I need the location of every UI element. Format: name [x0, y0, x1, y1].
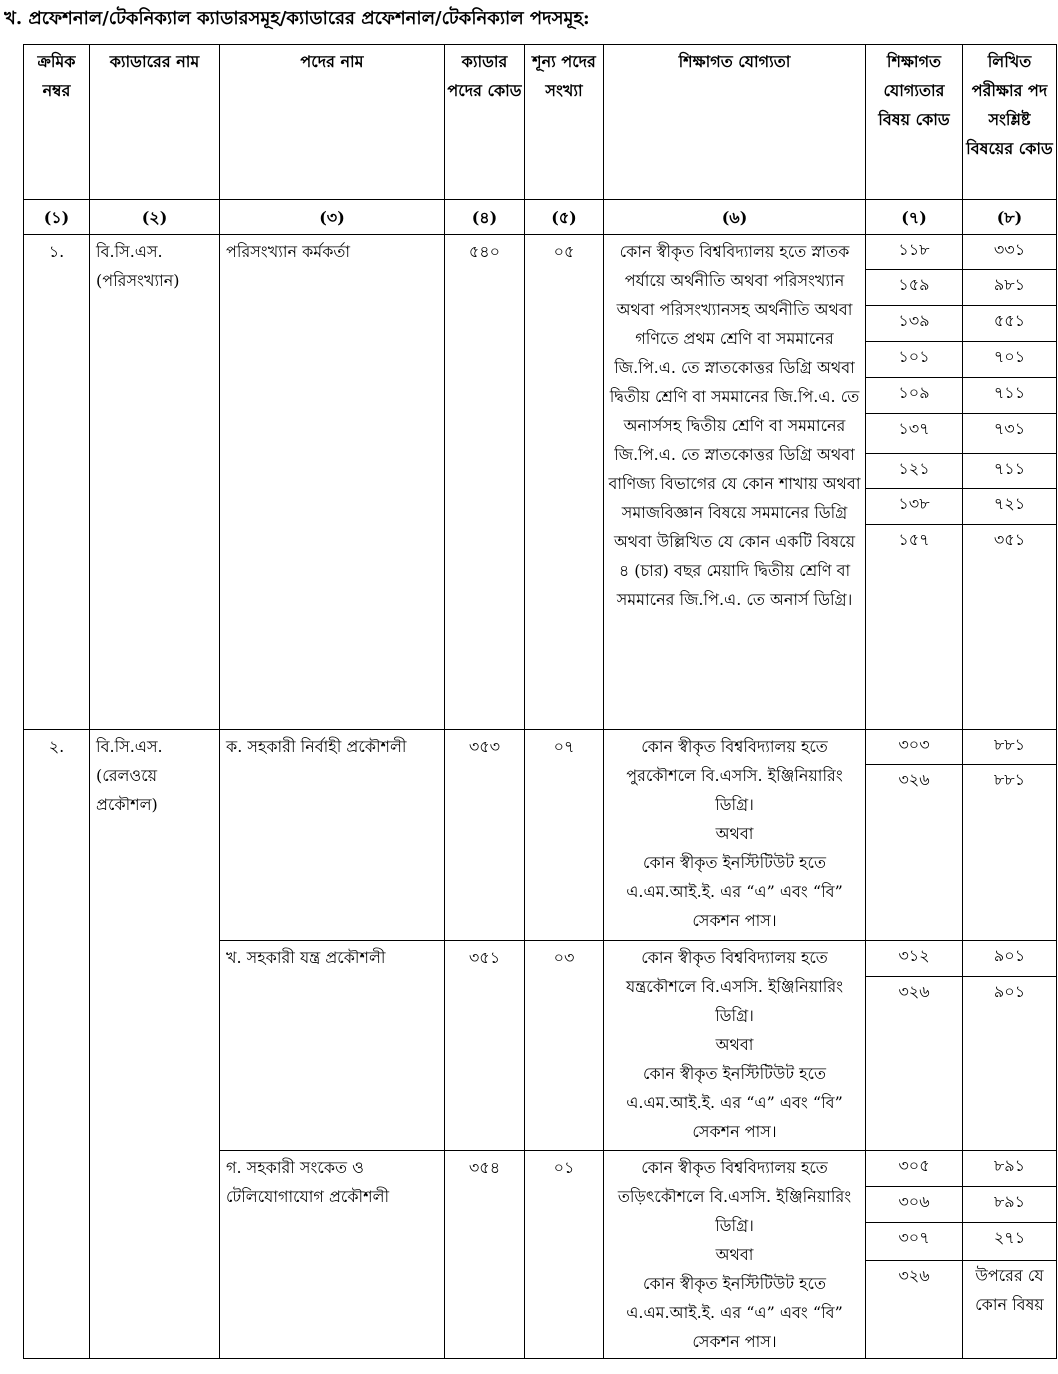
- qualification-text-alt: কোন স্বীকৃত ইনস্টিটিউট হতে এ.এম.আই.ই. এর “এ” এবং “বি” সেকশন পাস।: [626, 852, 843, 930]
- exam-subject-code: ৩৩১: [963, 235, 1057, 270]
- cadre-posts-table: [23, 44, 1057, 1359]
- qualification-cell: [604, 1150, 866, 1358]
- exam-subject-code: ৭১১: [963, 378, 1057, 414]
- exam-subject-code: ৭১১: [963, 454, 1057, 489]
- header-vacancy: শূন্য পদের সংখ্যা: [525, 45, 604, 200]
- header-qualification-subject-code: শিক্ষাগত যোগ্যতার বিষয় কোড: [866, 45, 963, 200]
- qualification-subject-code: ৩০৫: [866, 1150, 963, 1186]
- qualification-text: কোন স্বীকৃত বিশ্ববিদ্যালয় হতে পুরকৌশলে বি.এসসি. ইঞ্জিনিয়ারিং ডিগ্রি।: [626, 736, 843, 814]
- cadre-code-cell: ৩৫৪: [445, 1150, 525, 1358]
- qualification-subject-code: ১১৮: [866, 235, 963, 270]
- column-number: (৮): [963, 200, 1057, 235]
- column-number: (২): [90, 200, 220, 235]
- table-row: [24, 729, 1057, 764]
- vacancy-cell: ০১: [525, 1150, 604, 1358]
- header-row: [24, 45, 1057, 200]
- vacancy-cell: ০৩: [525, 940, 604, 1150]
- or-text: অথবা: [715, 1244, 754, 1264]
- header-post-name: পদের নাম: [220, 45, 445, 200]
- empty-cell: [866, 559, 963, 729]
- post-name-cell: গ. সহকারী সংকেত ও টেলিযোগাযোগ প্রকৌশলী: [220, 1150, 445, 1358]
- qualification-subject-code: ১৫৯: [866, 270, 963, 306]
- qualification-subject-code: ৩২৬: [866, 1260, 963, 1356]
- vacancy-cell: ০৫: [525, 235, 604, 730]
- header-qualification: শিক্ষাগত যোগ্যতা: [604, 45, 866, 200]
- post-name-cell: ক. সহকারী নির্বাহী প্রকৌশলী: [220, 729, 445, 940]
- header-exam-subject-code: লিখিত পরীক্ষার পদ সংশ্লিষ্ট বিষয়ের কোড: [963, 45, 1057, 200]
- cadre-name-cell: বি.সি.এস. (রেলওয়ে প্রকৌশল): [90, 729, 220, 1358]
- qualification-text: কোন স্বীকৃত বিশ্ববিদ্যালয় হতে যন্ত্রকৌশলে বি.এসসি. ইঞ্জিনিয়ারিং ডিগ্রি।: [625, 947, 844, 1025]
- column-number: (৫): [525, 200, 604, 235]
- exam-subject-code: ৮৯১: [963, 1186, 1057, 1222]
- column-number-row: [24, 200, 1057, 235]
- exam-subject-code: ৯০১: [963, 940, 1057, 976]
- exam-subject-code: উপরের যে কোন বিষয়: [963, 1260, 1057, 1356]
- exam-subject-code: ৯০১: [963, 976, 1057, 1150]
- exam-subject-code: ৮৮১: [963, 764, 1057, 940]
- column-number: (৪): [445, 200, 525, 235]
- cadre-code-cell: ৩৫৩: [445, 729, 525, 940]
- qualification-subject-code: ৩২৬: [866, 764, 963, 940]
- exam-subject-code: ৩৫১: [963, 525, 1057, 560]
- column-number: (১): [24, 200, 90, 235]
- vacancy-cell: ০৭: [525, 729, 604, 940]
- empty-cell: [963, 1356, 1057, 1358]
- cadre-code-cell: ৫৪০: [445, 235, 525, 730]
- exam-subject-code: ৫৫১: [963, 306, 1057, 342]
- exam-subject-code: ২৭১: [963, 1222, 1057, 1260]
- qualification-subject-code: ৩০৬: [866, 1186, 963, 1222]
- qualification-subject-code: ৩০৭: [866, 1222, 963, 1260]
- empty-cell: [866, 1356, 963, 1358]
- exam-subject-code: ৭২১: [963, 489, 1057, 525]
- header-cadre-code: ক্যাডার পদের কোড: [445, 45, 525, 200]
- qualification-subject-code: ৩১২: [866, 940, 963, 976]
- header-cadre-name: ক্যাডারের নাম: [90, 45, 220, 200]
- or-text: অথবা: [715, 823, 754, 843]
- or-text: অথবা: [715, 1034, 754, 1054]
- qualification-subject-code: ১০১: [866, 342, 963, 378]
- empty-cell: [963, 559, 1057, 729]
- qualification-subject-code: ১৫৭: [866, 525, 963, 560]
- post-name-cell: পরিসংখ্যান কর্মকর্তা: [220, 235, 445, 730]
- qualification-subject-code: ১০৯: [866, 378, 963, 414]
- qualification-subject-code: ১২১: [866, 454, 963, 489]
- serial-cell: ১.: [24, 235, 90, 730]
- qualification-subject-code: ৩২৬: [866, 976, 963, 1150]
- qualification-text-alt: কোন স্বীকৃত ইনস্টিটিউট হতে এ.এম.আই.ই. এর “এ” এবং “বি” সেকশন পাস।: [626, 1273, 843, 1351]
- cadre-code-cell: ৩৫১: [445, 940, 525, 1150]
- table-row: [24, 235, 1057, 270]
- column-number: (৩): [220, 200, 445, 235]
- column-number: (৬): [604, 200, 866, 235]
- header-serial: ক্রমিক নম্বর: [24, 45, 90, 200]
- qualification-text: কোন স্বীকৃত বিশ্ববিদ্যালয় হতে তড়িৎকৌশলে বি.এসসি. ইঞ্জিনিয়ারিং ডিগ্রি।: [617, 1157, 852, 1235]
- exam-subject-code: ৭০১: [963, 342, 1057, 378]
- post-name-cell: খ. সহকারী যন্ত্র প্রকৌশলী: [220, 940, 445, 1150]
- qualification-subject-code: ৩০৩: [866, 729, 963, 764]
- qualification-cell: কোন স্বীকৃত বিশ্ববিদ্যালয় হতে স্নাতক পর্যায়ে অর্থনীতি অথবা পরিসংখ্যান অথবা পরিসংখ্যানসহ অর্থনীতি অথবা গণিতে প্রথম শ্রেণি বা সমমানের জি.পি.এ. তে স্নাতকোত্তর ডিগ্রি অথবা দ্বিতীয় শ্রেণি বা সমমানের জি.পি.এ. তে অনার্সসহ দ্বিতীয় শ্রেণি বা সমমানের জি.পি.এ. তে স্নাতকোত্তর ডিগ্রি অথবা বাণিজ্য বিভাগের যে কোন শাখায় অথবা সমাজবিজ্ঞান বিষয়ে সমমানের ডিগ্রি অথবা উল্লিখিত যে কোন একটি বিষয়ে ৪ (চার) বছর মেয়াদি দ্বিতীয় শ্রেণি বা সমমানের জি.পি.এ. তে অনার্স ডিগ্রি।: [604, 235, 866, 730]
- qualification-subject-code: ১৩৮: [866, 489, 963, 525]
- qualification-subject-code: ১৩৯: [866, 306, 963, 342]
- qualification-text-alt: কোন স্বীকৃত ইনস্টিটিউট হতে এ.এম.আই.ই. এর “এ” এবং “বি” সেকশন পাস।: [626, 1063, 843, 1141]
- column-number: (৭): [866, 200, 963, 235]
- qualification-cell: [604, 940, 866, 1150]
- exam-subject-code: ৯৮১: [963, 270, 1057, 306]
- exam-subject-code: ৮৮১: [963, 729, 1057, 764]
- exam-subject-code: ৭৩১: [963, 414, 1057, 454]
- exam-subject-code: ৮৯১: [963, 1150, 1057, 1186]
- qualification-subject-code: ১৩৭: [866, 414, 963, 454]
- qualification-cell: [604, 729, 866, 940]
- cadre-name-cell: বি.সি.এস. (পরিসংখ্যান): [90, 235, 220, 730]
- page-heading: খ. প্রফেশনাল/টেকনিক্যাল ক্যাডারসমূহ/ক্যাডারের প্রফেশনাল/টেকনিক্যাল পদসমূহ:: [4, 8, 590, 29]
- serial-cell: ২.: [24, 729, 90, 1358]
